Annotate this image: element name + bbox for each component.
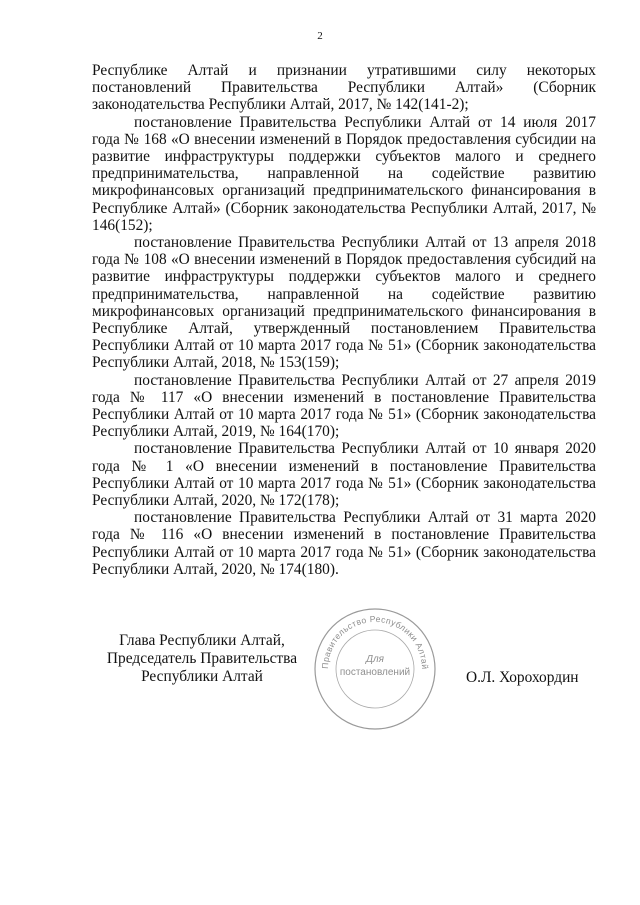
seal-center-text	[312, 653, 438, 679]
signatory-position-line: Глава Республики Алтай,	[119, 632, 285, 649]
document-body	[92, 62, 596, 578]
paragraph-continuation: Республике Алтай и признании утратившими силу некоторых постановлений Правительства Республики Алтай» (Сборник законодательства Республики Алтай, 2017, № 142(141-2);	[92, 62, 596, 114]
seal-ring-text: Правительство Республики Алтай	[319, 613, 431, 670]
signatory-position-line: Республики Алтай	[141, 668, 263, 685]
paragraph-resolution-1: постановление Правительства Республики Алтай от 10 января 2020 года № 1 «О внесении изменений в постановление Правительства Республики Алтай от 10 марта 2017 года № 51» (Сборник законодательства Республики Алтай, 2020, № 172(178);	[92, 440, 596, 510]
signatory-position	[92, 632, 312, 686]
paragraph-resolution-117: постановление Правительства Республики Алтай от 27 апреля 2019 года № 117 «О внесении изменений в постановление Правительства Республики Алтай от 10 марта 2017 года № 51» (Сборник законодательства Республики Алтай, 2019, № 164(170);	[92, 371, 596, 441]
seal-center-line: постановлений	[339, 667, 411, 678]
signatory-name: О.Л. Хорохордин	[466, 669, 579, 686]
paragraph-resolution-108: постановление Правительства Республики Алтай от 13 апреля 2018 года № 108 «О внесении изменений в Порядок предоставления субсидий на развитие инфраструктуры поддержки субъектов малого и среднего предпринимательства, направленной на содействие развитию микрофинансовых организаций предпринимательского финансирования в Республике Алтай, утвержденный постановлением Правительства Республики Алтай от 10 марта 2017 года № 51» (Сборник законодательства Республики Алтай, 2018, № 153(159);	[92, 234, 596, 372]
official-seal	[312, 606, 438, 732]
paragraph-resolution-116: постановление Правительства Республики Алтай от 31 марта 2020 года № 116 «О внесении изменений в постановление Правительства Республики Алтай от 10 марта 2017 года № 51» (Сборник законодательства Республики Алтай, 2020, № 174(180).	[92, 509, 596, 578]
paragraph-resolution-168: постановление Правительства Республики Алтай от 14 июля 2017 года № 168 «О внесении изменений в Порядок предоставления субсидии на развитие инфраструктуры поддержки субъектов малого и среднего предпринимательства, направленной на содействие развитию микрофинансовых организаций предпринимательского финансирования в Республике Алтай» (Сборник законодательства Республики Алтай, 2017, № 146(152);	[92, 113, 596, 234]
seal-center-line: Для	[365, 654, 385, 665]
signatory-position-line: Председатель Правительства	[106, 650, 298, 667]
page-number: 2	[317, 30, 323, 42]
